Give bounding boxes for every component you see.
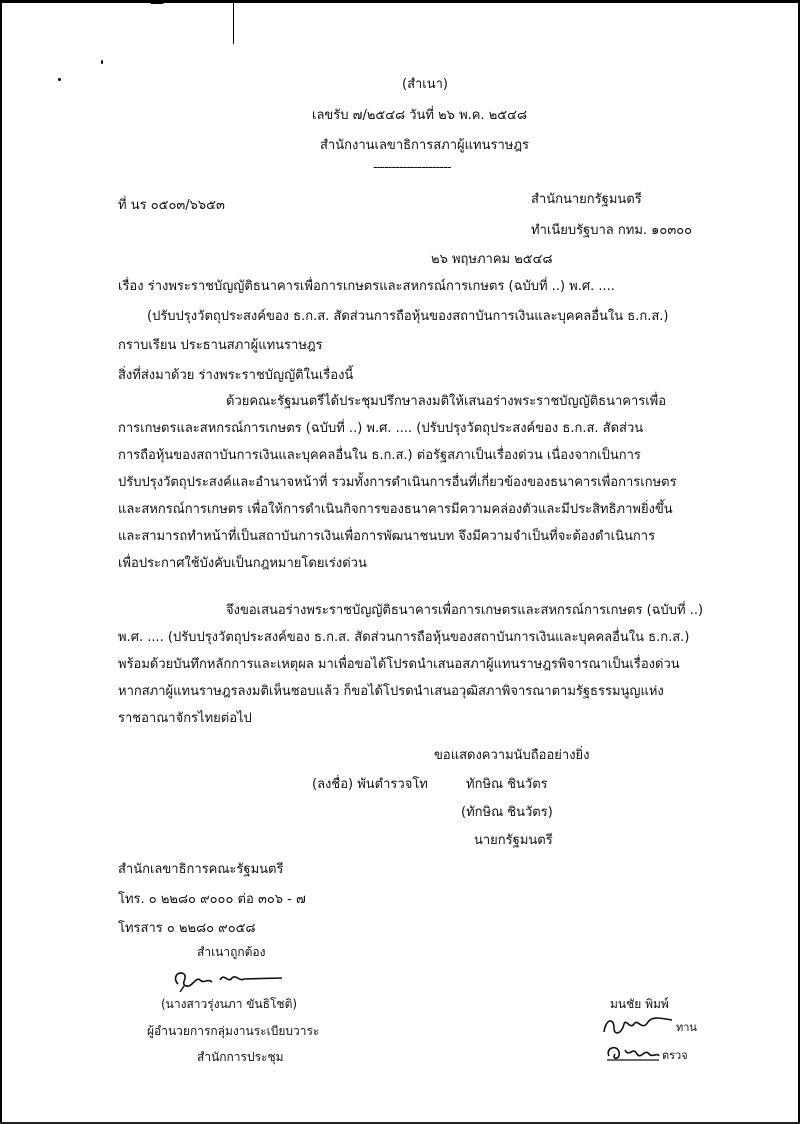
scan-speck — [101, 60, 103, 64]
receipt-number: เลขรับ ๗/๒๕๔๘ วันที่ ๒๖ พ.ค. ๒๕๔๘ — [312, 108, 528, 123]
checker-initials — [603, 1040, 663, 1064]
document-reference: ที่ นร ๐๕๐๓/๖๖๕๓ — [118, 198, 225, 213]
paragraph-line: จึงขอเสนอร่างพระราชบัญญัติธนาคารเพื่อการเกษตรและสหกรณ์การเกษตร (ฉบับที่ ..) — [226, 603, 704, 618]
copy-mark: (สำเนา) — [402, 77, 449, 92]
paragraph-line: เพื่อประกาศใช้บังคับเป็นกฎหมายโดยเร่งด่วน — [118, 556, 367, 571]
enclosure: สิ่งที่ส่งมาด้วย ร่างพระราชบัญญัติในเรื่องนี้ — [118, 368, 354, 383]
paragraph-line: ราชอาณาจักรไทยต่อไป — [118, 711, 252, 726]
document-date: ๒๖ พฤษภาคม ๒๕๔๘ — [431, 252, 553, 267]
paragraph-line: การเกษตรและสหกรณ์การเกษตร (ฉบับที่ ..) พ.ศ. .... (ปรับปรุงวัตถุประสงค์ของ ธ.ก.ส. สัดส่วน — [118, 421, 644, 436]
signer-position: นายกรัฐมนตรี — [474, 833, 553, 848]
paragraph-line: พร้อมด้วยบันทึกหลักการและเหตุผล มาเพื่อขอได้โปรดนำเสนอสภาผู้แทนราษฎรพิจารณาเป็นเรื่องด่วน — [118, 657, 680, 672]
sender-office: สำนักนายกรัฐมนตรี — [531, 192, 642, 207]
header-separator: --------------------- — [373, 160, 451, 175]
paragraph-line: พ.ศ. .... (ปรับปรุงวัตถุประสงค์ของ ธ.ก.ส. สัดส่วนการถือหุ้นของสถาบันการเงินและบุคคลอื่นใน ธ.ก.ส.) — [118, 630, 690, 645]
paragraph-line: ปรับปรุงวัตถุประสงค์และอำนาจหน้าที่ รวมทั้งการดำเนินการอื่นที่เกี่ยวข้องของธนาคารเพื่อการเกษตร — [118, 475, 677, 490]
scan-speck — [150, 0, 164, 4]
certifier-title: ผู้อำนวยการกลุ่มงานระเบียบวาระ — [147, 1024, 320, 1038]
paragraph-line: ด้วยคณะรัฐมนตรีได้ประชุมปรึกษาลงมติให้เสนอร่างพระราชบัญญัติธนาคารเพื่อ — [226, 394, 667, 409]
closing-regards: ขอแสดงความนับถืออย่างยิ่ง — [434, 748, 590, 763]
checked-label: ตรวจ — [662, 1049, 688, 1062]
typist-initials — [600, 1010, 680, 1040]
signer-name-parenthetical: (ทักษิณ ชินวัตร) — [461, 805, 553, 820]
page-top-border — [0, 0, 800, 3]
signer-name: ทักษิณ ชินวัตร — [466, 777, 548, 792]
paragraph-line: หากสภาผู้แทนราษฎรลงมติเห็นชอบแล้ว ก็ขอได้โปรดนำเสนอวุฒิสภาพิจารณาตามรัฐธรรมนูญแห่ง — [118, 684, 664, 699]
paragraph-line: และสหกรณ์การเกษตร เพื่อให้การดำเนินกิจการของธนาคารมีความคล่องตัวและมีประสิทธิภาพยิ่งขึ้น — [118, 502, 673, 517]
scan-mark — [233, 0, 234, 44]
certifier-department: สำนักการประชุม — [197, 1050, 284, 1064]
certifier-name: (นางสาวรุ่งนภา ขันธิโชติ) — [161, 997, 298, 1011]
receiving-office: สำนักงานเลขาธิการสภาผู้แทนราษฎร — [320, 138, 530, 153]
sender-address: ทำเนียบรัฐบาล กทม. ๑๐๓๐๐ — [531, 223, 693, 238]
subject-detail: (ปรับปรุงวัตถุประสงค์ของ ธ.ก.ส. สัดส่วนการถือหุ้นของสถาบันการเงินและบุคคลอื่นใน ธ.ก.ส.) — [147, 309, 669, 324]
certifier-signature — [170, 962, 290, 992]
contact-office: สำนักเลขาธิการคณะรัฐมนตรี — [118, 862, 284, 877]
subject-line: เรื่อง ร่างพระราชบัญญัติธนาคารเพื่อการเกษตรและสหกรณ์การเกษตร (ฉบับที่ ..) พ.ศ. .... — [118, 279, 615, 294]
contact-phone: โทร. ๐ ๒๒๘๐ ๙๐๐๐ ต่อ ๓๐๖ - ๗ — [118, 892, 306, 907]
typist-name: มนชัย พิมพ์ — [610, 997, 669, 1011]
scan-speck — [58, 78, 61, 81]
certification-label: สำเนาถูกต้อง — [197, 945, 266, 959]
body-paragraph-1 — [118, 388, 730, 577]
contact-fax: โทรสาร ๐ ๒๒๘๐ ๙๐๕๘ — [118, 921, 256, 936]
body-paragraph-2 — [118, 597, 730, 732]
typed-label: ทาน — [676, 1021, 697, 1034]
page-left-border — [0, 0, 2, 1124]
salutation: กราบเรียน ประธานสภาผู้แทนราษฎร — [118, 338, 323, 353]
paragraph-line: การถือหุ้นของสถาบันการเงินและบุคคลอื่นใน ธ.ก.ส.) ต่อรัฐสภาเป็นเรื่องด่วน เนื่องจากเป็นการ — [118, 448, 641, 463]
signed-label: (ลงชื่อ) พันตำรวจโท — [312, 777, 428, 792]
paragraph-line: และสามารถทำหน้าที่เป็นสถาบันการเงินเพื่อการพัฒนาชนบท จึงมีความจำเป็นที่จะต้องดำเนินการ — [118, 529, 656, 544]
